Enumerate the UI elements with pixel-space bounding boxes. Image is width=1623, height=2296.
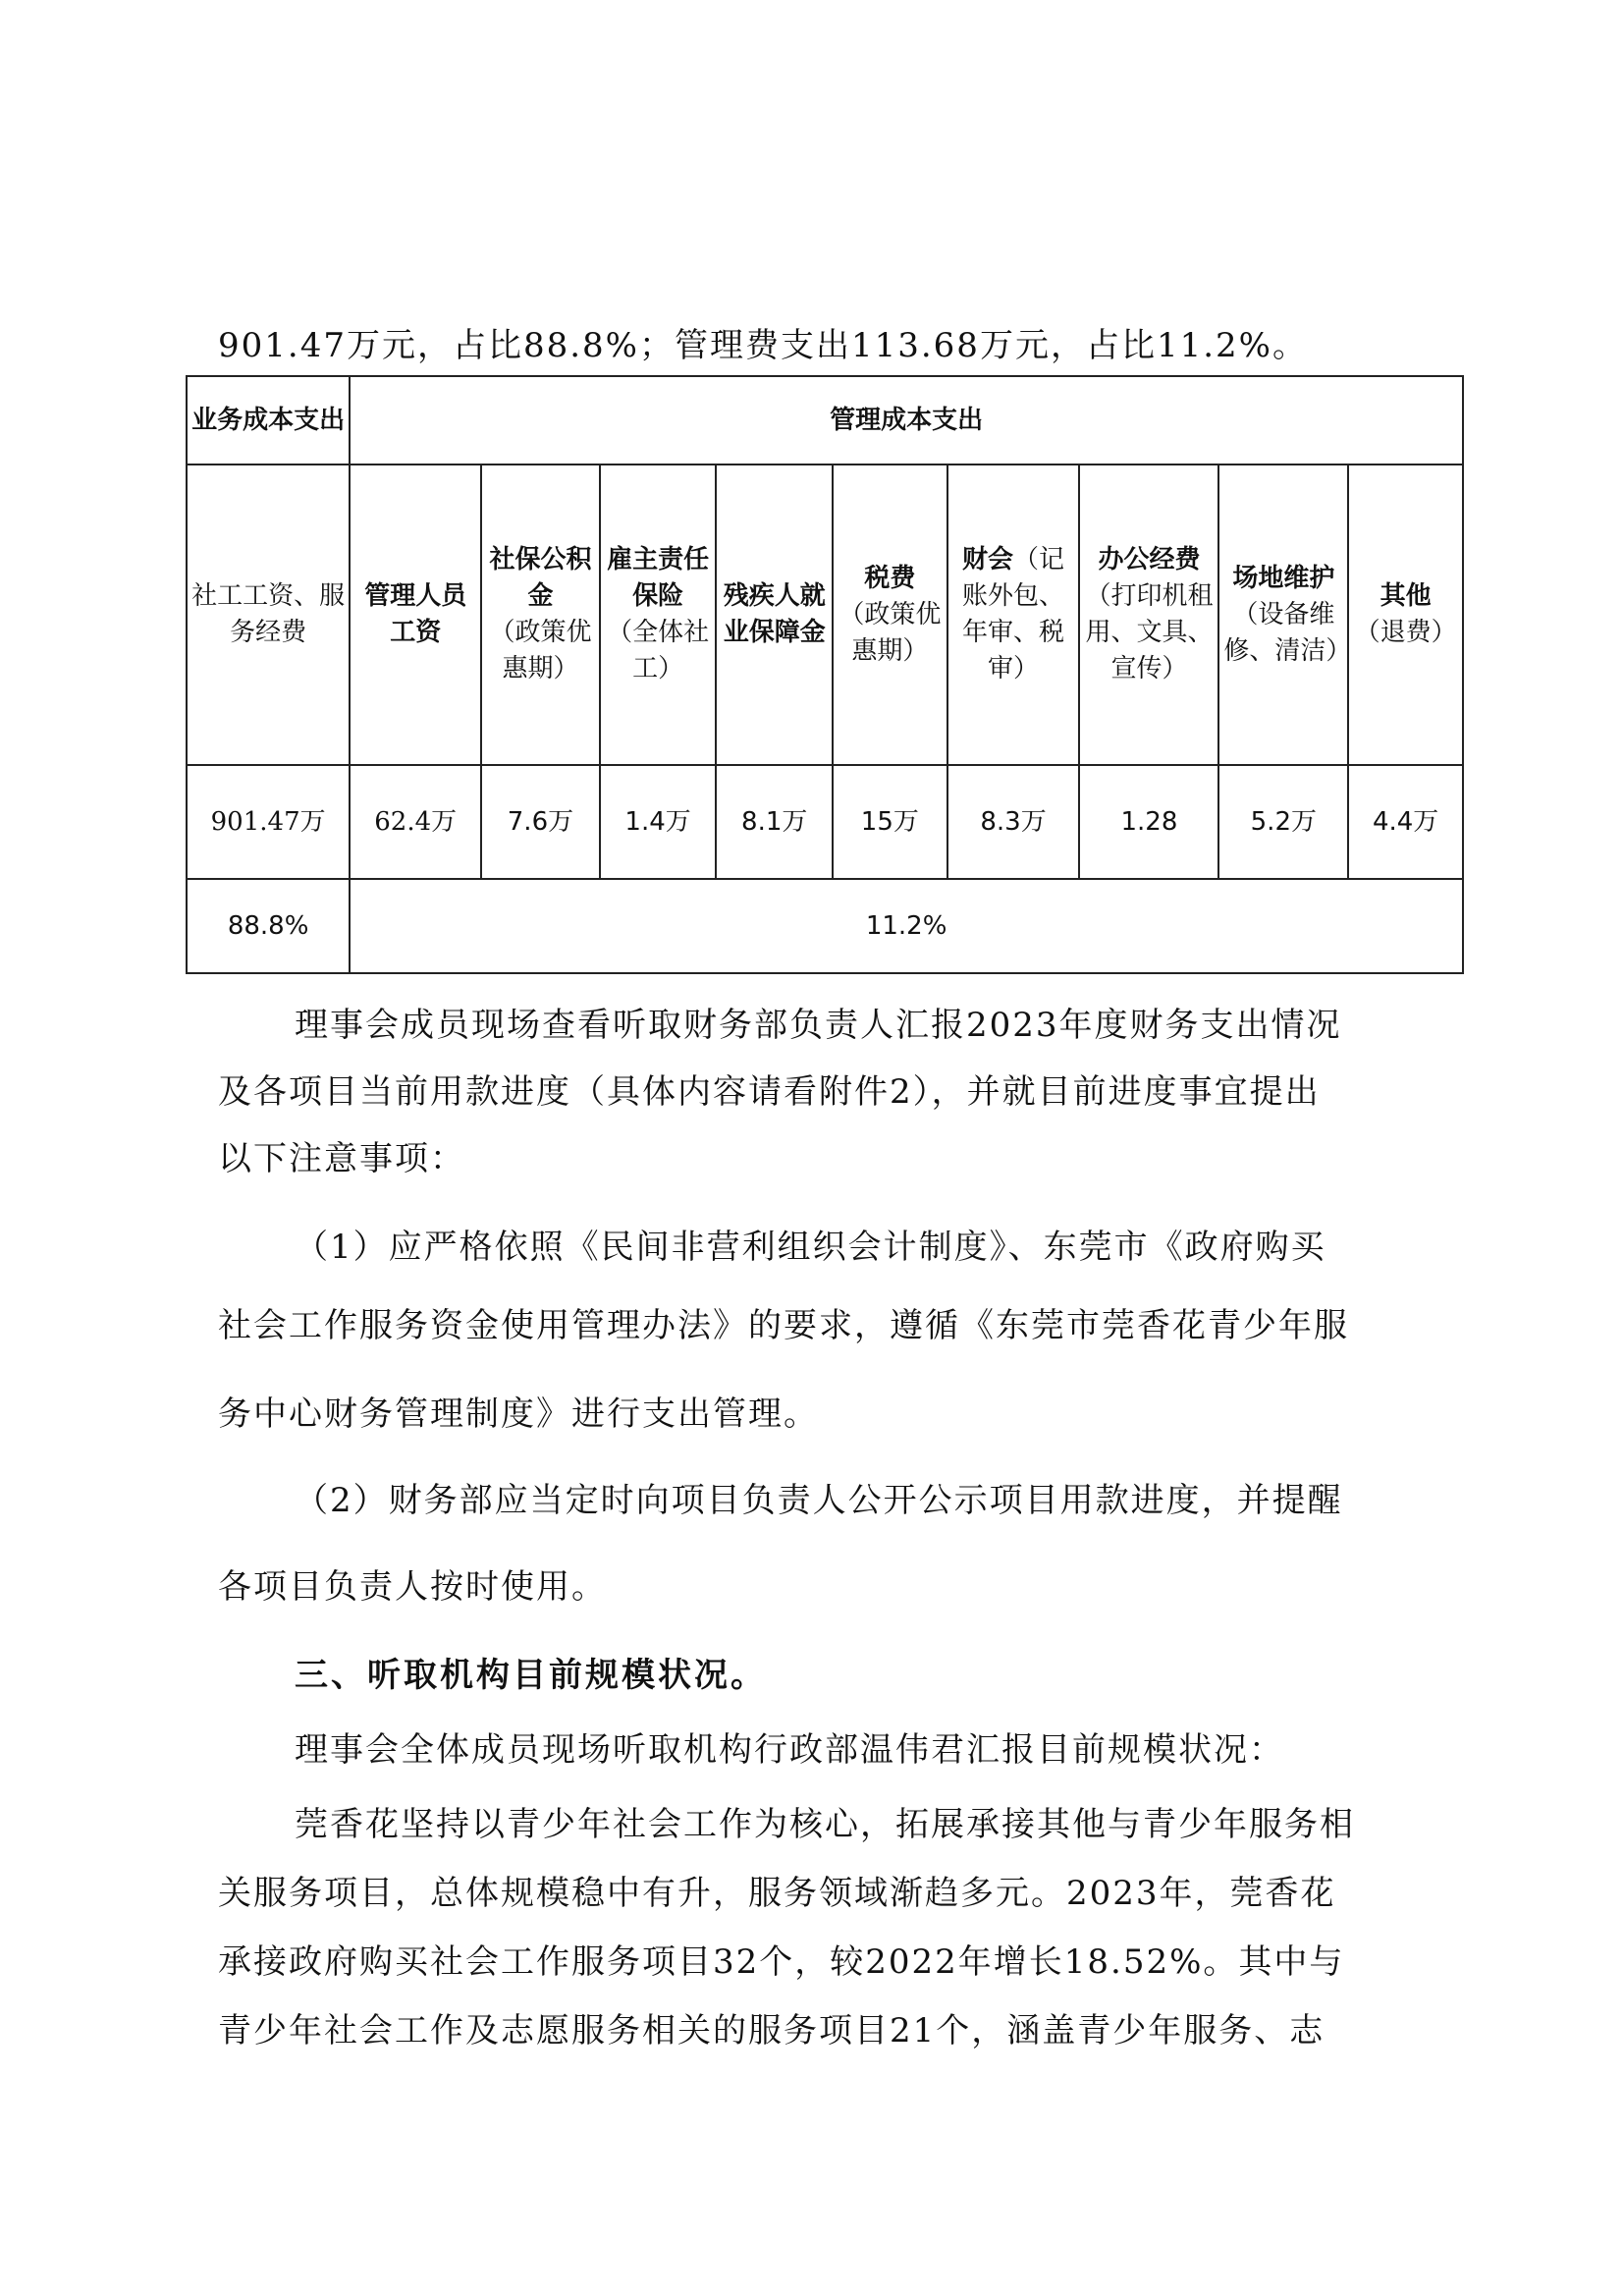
value-cell: 7.6万 bbox=[481, 765, 600, 879]
value-cell: 901.47万 bbox=[187, 765, 350, 879]
value-cell: 5.2万 bbox=[1218, 765, 1348, 879]
col-disability-fund-title: 残疾人就业保障金 bbox=[723, 581, 826, 647]
paragraph-line: 社会工作服务资金使用管理办法》的要求，遵循《东莞市莞香花青少年服 bbox=[218, 1306, 1349, 1345]
section-heading: 三、听取机构目前规模状况。 bbox=[295, 1656, 767, 1695]
value-cell: 62.4万 bbox=[350, 765, 481, 879]
col-other-title: 其他 bbox=[1380, 581, 1432, 611]
paragraph-line: 以下注意事项： bbox=[218, 1139, 465, 1178]
col-venue bbox=[1218, 465, 1352, 765]
pct-management: 11.2% bbox=[350, 879, 1463, 973]
paragraph-line: 承接政府购买社会工作服务项目32个，较2022年增长18.52%。其中与 bbox=[218, 1942, 1345, 1982]
col-employer-insurance bbox=[600, 465, 717, 765]
col-other-note: （退费） bbox=[1354, 618, 1457, 647]
paragraph-line: 莞香花坚持以青少年社会工作为核心，拓展承接其他与青少年服务相 bbox=[295, 1805, 1355, 1844]
col-taxes-note: （政策优惠期） bbox=[839, 599, 942, 666]
header-management-cost: 管理成本支出 bbox=[350, 376, 1463, 465]
col-accounting bbox=[947, 465, 1080, 765]
col-taxes bbox=[833, 465, 947, 765]
col-employer-insurance-title: 雇主责任保险 bbox=[607, 545, 710, 611]
col-office bbox=[1079, 465, 1218, 765]
paragraph-line: 务中心财务管理制度》进行支出管理。 bbox=[218, 1394, 819, 1434]
col-social-worker-wages: 社工工资、服务经费 bbox=[187, 465, 350, 765]
col-other bbox=[1348, 465, 1463, 765]
col-office-note: （打印机租用、文具、宣传） bbox=[1085, 581, 1214, 683]
col-venue-title: 场地维护 bbox=[1232, 563, 1335, 593]
intro-line: 901.47万元，占比88.8%；管理费支出113.68万元，占比11.2%。 bbox=[218, 326, 1308, 365]
paragraph-line: （1）应严格依照《民间非营利组织会计制度》、东莞市《政府购买 bbox=[295, 1228, 1326, 1267]
paragraph-line: 各项目负责人按时使用。 bbox=[218, 1567, 607, 1607]
value-cell: 15万 bbox=[833, 765, 947, 879]
col-accounting-title: 财会 bbox=[962, 545, 1014, 574]
col-social-security-title: 社保公积金 bbox=[489, 545, 592, 611]
paragraph-line: 及各项目当前用款进度（具体内容请看附件2），并就目前进度事宜提出 bbox=[218, 1072, 1321, 1112]
paragraph-line: （2）财务部应当定时向项目负责人公开公示项目用款进度，并提醒 bbox=[295, 1481, 1343, 1520]
col-disability-fund bbox=[716, 465, 833, 765]
col-office-title: 办公经费 bbox=[1098, 545, 1201, 574]
value-cell: 1.28 bbox=[1079, 765, 1218, 879]
value-cell: 8.1万 bbox=[716, 765, 833, 879]
paragraph-line: 青少年社会工作及志愿服务相关的服务项目21个，涵盖青少年服务、志 bbox=[218, 2011, 1325, 2050]
value-cell: 8.3万 bbox=[947, 765, 1080, 879]
col-accounting-note: （记账外包、年审、税审） bbox=[962, 545, 1065, 683]
value-cell: 1.4万 bbox=[600, 765, 717, 879]
expense-table bbox=[186, 375, 1464, 974]
col-employer-insurance-note: （全体社工） bbox=[607, 618, 710, 683]
pct-business: 88.8% bbox=[187, 879, 350, 973]
col-taxes-title: 税费 bbox=[864, 563, 916, 593]
col-social-security-note: （政策优惠期） bbox=[489, 618, 592, 683]
paragraph-line: 理事会成员现场查看听取财务部负责人汇报2023年度财务支出情况 bbox=[295, 1006, 1342, 1045]
paragraph-line: 理事会全体成员现场听取机构行政部温伟君汇报目前规模状况： bbox=[295, 1730, 1284, 1770]
paragraph-line: 关服务项目，总体规模稳中有升，服务领域渐趋多元。2023年，莞香花 bbox=[218, 1874, 1336, 1913]
header-business-cost: 业务成本支出 bbox=[187, 376, 350, 465]
value-cell: 4.4万 bbox=[1348, 765, 1463, 879]
col-social-security bbox=[481, 465, 600, 765]
col-management-wages: 管理人员工资 bbox=[350, 465, 481, 765]
col-venue-note: （设备维修、清洁） bbox=[1223, 599, 1352, 666]
